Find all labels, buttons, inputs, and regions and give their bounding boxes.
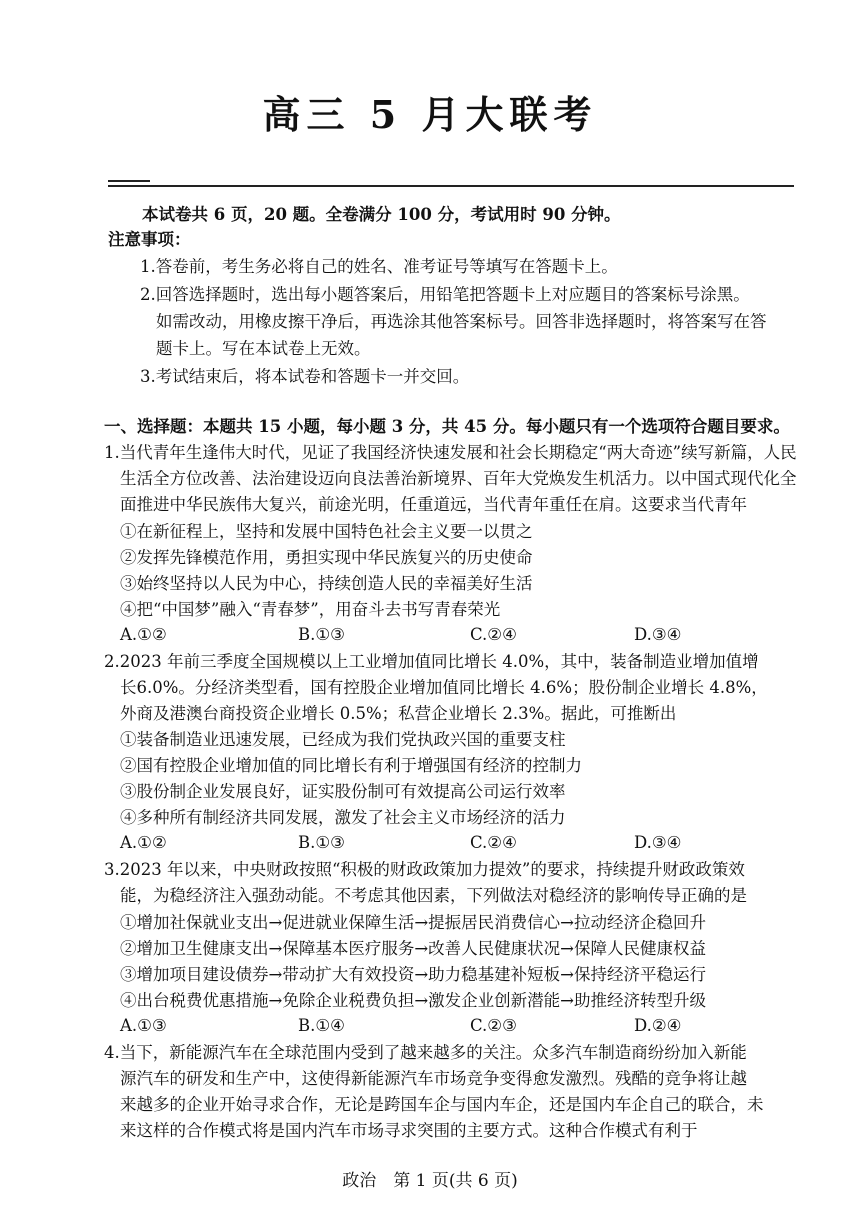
option-c: C.②③: [470, 1016, 517, 1035]
question-1-stem: 1.当代青年生逢伟大时代，见证了我国经济快速发展和社会长期稳定“两大奇迹”续写新篇，人民: [104, 443, 797, 462]
option-c: C.②④: [470, 625, 517, 644]
option-a: A.①②: [120, 833, 167, 852]
question-4-stem: 来越多的企业开始寻求合作，无论是跨国车企与国内车企，还是国内车企自己的联合，未: [120, 1095, 764, 1114]
option-b: B.①③: [298, 625, 345, 644]
option-b: B.①③: [298, 833, 345, 852]
question-2-stem: 外商及港澳台商投资企业增长 0.5%；私营企业增长 2.3%。据此，可推断出: [120, 704, 677, 723]
option-d: D.②④: [634, 1016, 682, 1035]
notice-heading: 注意事项：: [108, 230, 191, 249]
option-c: C.②④: [470, 833, 517, 852]
question-1-item: ②发挥先锋模范作用，勇担实现中华民族复兴的历史使命: [120, 548, 533, 567]
option-a: A.①③: [120, 1016, 167, 1035]
exam-intro: 本试卷共 6 页，20 题。全卷满分 100 分，考试用时 90 分钟。: [142, 205, 621, 224]
question-2-stem: 2.2023 年前三季度全国规模以上工业增加值同比增长 4.0%，其中，装备制造业增加值增: [104, 652, 759, 671]
question-4-stem: 源汽车的研发和生产中，这使得新能源汽车市场竞争变得愈发激烈。残酷的竞争将让越: [120, 1069, 747, 1088]
question-1-item: ④把“中国梦”融入“青春梦”，用奋斗去书写青春荣光: [120, 600, 501, 619]
page-footer: 政治 第 1 页(共 6 页): [342, 1171, 518, 1191]
question-1-stem: 生活全方位改善、法治建设迈向良法善治新境界、百年大党焕发生机活力。以中国式现代化全: [120, 469, 797, 488]
question-3-item: ②增加卫生健康支出→保障基本医疗服务→改善人民健康状况→保障人民健康权益: [120, 939, 706, 958]
question-3-stem: 能，为稳经济注入强劲动能。不考虑其他因素，下列做法对稳经济的影响传导正确的是: [120, 886, 747, 905]
question-2-item: ②国有控股企业增加值的同比增长有利于增强国有经济的控制力: [120, 756, 582, 775]
question-1-options: [120, 625, 800, 647]
question-3-item: ①增加社保就业支出→促进就业保障生活→提振居民消费信心→拉动经济企稳回升: [120, 913, 706, 932]
question-1-stem: 面推进中华民族伟大复兴，前途光明，任重道远，当代青年重任在肩。这要求当代青年: [120, 495, 747, 514]
question-3-item: ④出台税费优惠措施→免除企业税费负担→激发企业创新潜能→助推经济转型升级: [120, 991, 706, 1010]
notice-line: 如需改动，用橡皮擦干净后，再选涂其他答案标号。回答非选择题时，将答案写在答: [156, 312, 767, 331]
exam-title: 高三 5 月大联考: [262, 92, 598, 137]
question-2-options: [120, 833, 800, 855]
notice-line: 1.答卷前，考生务必将自己的姓名、准考证号等填写在答题卡上。: [140, 257, 618, 276]
question-2-item: ③股份制企业发展良好，证实股份制可有效提高公司运行效率: [120, 782, 566, 801]
question-2-item: ④多种所有制经济共同发展，激发了社会主义市场经济的活力: [120, 808, 566, 827]
question-1-item: ①在新征程上，坚持和发展中国特色社会主义要一以贯之: [120, 522, 533, 541]
question-4-stem: 4.当下，新能源汽车在全球范围内受到了越来越多的关注。众多汽车制造商纷纷加入新能: [104, 1043, 747, 1062]
notice-line: 3.考试结束后，将本试卷和答题卡一并交回。: [140, 367, 470, 386]
section-heading: 一、选择题：本题共 15 小题，每小题 3 分，共 45 分。每小题只有一个选项符合题目要求。: [104, 417, 790, 436]
question-2-item: ①装备制造业迅速发展，已经成为我们党执政兴国的重要支柱: [120, 730, 566, 749]
question-3-options: [120, 1016, 800, 1038]
header-rule-short: [108, 180, 150, 182]
option-d: D.③④: [634, 833, 682, 852]
notice-line: 2.回答选择题时，选出每小题答案后，用铅笔把答题卡上对应题目的答案标号涂黑。: [140, 285, 750, 304]
question-3-item: ③增加项目建设债券→带动扩大有效投资→助力稳基建补短板→保持经济平稳运行: [120, 965, 706, 984]
question-3-stem: 3.2023 年以来，中央财政按照“积极的财政政策加力提效”的要求，持续提升财政政策效: [104, 860, 745, 879]
option-d: D.③④: [634, 625, 682, 644]
question-4-stem: 来这样的合作模式将是国内汽车市场寻求突围的主要方式。这种合作模式有利于: [120, 1121, 698, 1140]
header-rule: [108, 185, 794, 187]
option-a: A.①②: [120, 625, 167, 644]
notice-line: 题卡上。写在本试卷上无效。: [156, 339, 371, 358]
question-1-item: ③始终坚持以人民为中心，持续创造人民的幸福美好生活: [120, 574, 533, 593]
question-2-stem: 长6.0%。分经济类型看，国有控股企业增加值同比增长 4.6%；股份制企业增长 4.8%，: [120, 678, 768, 697]
option-b: B.①④: [298, 1016, 345, 1035]
